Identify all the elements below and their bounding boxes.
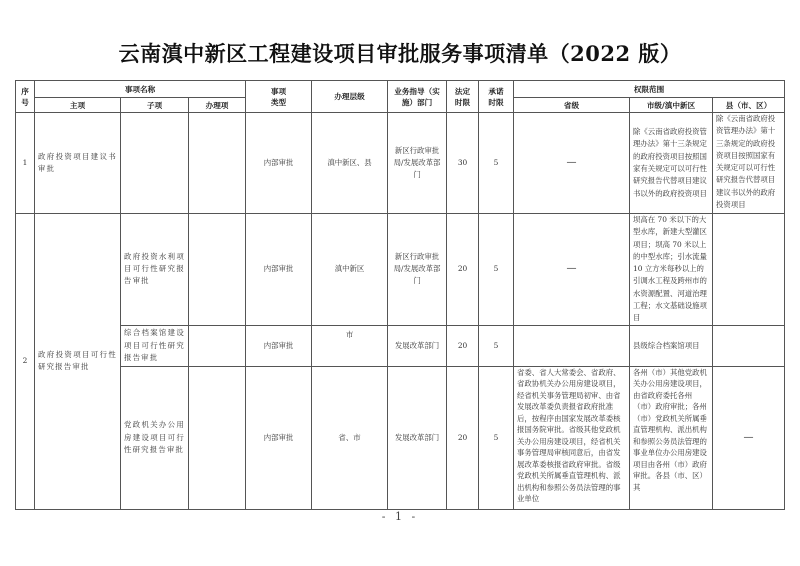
cell-main: 政府投资项目可行性研究报告审批 <box>35 214 121 510</box>
cell-sub <box>121 113 189 214</box>
header-level: 办理层级 <box>312 81 388 113</box>
cell-dept: 发展改革部门 <box>388 366 447 509</box>
cell-type: 内部审批 <box>246 325 312 366</box>
header-province: 省级 <box>514 98 630 113</box>
cell-handle <box>189 325 246 366</box>
cell-city: 坝高在 70 米以下的大型水库，新建大型灌区项目；坝高 70 米以上的中型水库；引水流量 10 立方米每秒以上的引调水工程及跨州市的水资源配置、河道治理工程；水文基础设施项目 <box>630 214 713 326</box>
cell-handle <box>189 214 246 326</box>
cell-county: — <box>713 366 785 509</box>
cell-promise: 5 <box>479 366 514 509</box>
cell-level: 市 <box>312 325 388 366</box>
table-row <box>16 325 785 366</box>
header-scope: 权限范围 <box>514 81 785 98</box>
cell-promise: 5 <box>479 325 514 366</box>
header-item-name: 事项名称 <box>35 81 246 98</box>
cell-county: 除《云南省政府投资管理办法》第十三条规定的政府投资项目按照国家有关规定可以可行性研究报告代替项目建议书以外的政府投资项目 <box>713 113 785 214</box>
table-row <box>16 214 785 326</box>
cell-county <box>713 325 785 366</box>
cell-promise: 5 <box>479 113 514 214</box>
cell-sub: 党政机关办公用房建设项目可行性研究报告审批 <box>121 366 189 509</box>
cell-province: — <box>514 214 630 326</box>
cell-handle <box>189 113 246 214</box>
cell-legal: 30 <box>447 113 479 214</box>
header-sub-item: 子项 <box>121 98 189 113</box>
cell-dept: 新区行政审批局/发展改革部门 <box>388 214 447 326</box>
cell-dept: 发展改革部门 <box>388 325 447 366</box>
document-title: 云南滇中新区工程建设项目审批服务事项清单（2022 版） <box>118 41 682 66</box>
header-county: 县（市、区） <box>713 98 785 113</box>
cell-type: 内部审批 <box>246 214 312 326</box>
header-seq: 序 号 <box>16 81 35 113</box>
header-dept: 业务指导（实 施）部门 <box>388 81 447 113</box>
cell-city: 除《云南省政府投资管理办法》第十三条规定的政府投资项目按照国家有关规定可以可行性研究报告代替项目建议书以外的政府投资项目 <box>630 113 713 214</box>
cell-level: 省、市 <box>312 366 388 509</box>
cell-county <box>713 214 785 326</box>
cell-sub: 政府投资水利项目可行性研究报告审批 <box>121 214 189 326</box>
cell-level: 滇中新区、县 <box>312 113 388 214</box>
cell-city: 各州（市）其他党政机关办公用房建设项目，由省政府委托各州（市）政府审批；各州（市）党政机关所属垂直管理机构、派出机构和参照公务员法管理的事业单位办公用房建设项目由各州（市）政府审批。各县（市、区）其 <box>630 366 713 509</box>
cell-type: 内部审批 <box>246 113 312 214</box>
cell-promise: 5 <box>479 214 514 326</box>
header-city: 市级/滇中新区 <box>630 98 713 113</box>
cell-legal: 20 <box>447 325 479 366</box>
cell-sub: 综合档案馆建设项目可行性研究报告审批 <box>121 325 189 366</box>
page-number: - 1 - <box>381 510 419 523</box>
cell-province <box>514 325 630 366</box>
cell-dept: 新区行政审批局/发展改革部门 <box>388 113 447 214</box>
cell-city: 县级综合档案馆项目 <box>630 325 713 366</box>
header-item-type: 事项 类型 <box>246 81 312 113</box>
table-row <box>16 366 785 509</box>
header-promise-limit: 承诺 时限 <box>479 81 514 113</box>
cell-province: — <box>514 113 630 214</box>
header-main-item: 主项 <box>35 98 121 113</box>
cell-province: 省委、省人大常委会、省政府、省政协机关办公用房建设项目，经省机关事务管理局初审、由省发展改革委负责报省政府批准后，按程序由国家发展改革委核报国务院审批。省级其他党政机关办公用房建设项目，经省机关事务管理局审核同意后，由省发展改革委核报省政府审批。省级党政机关所属垂直管理机构、派出机构和参照公务员法管理的事业单位 <box>514 366 630 509</box>
cell-legal: 20 <box>447 214 479 326</box>
cell-type: 内部审批 <box>246 366 312 509</box>
cell-handle <box>189 366 246 509</box>
header-handle-item: 办理项 <box>189 98 246 113</box>
header-legal-limit: 法定 时限 <box>447 81 479 113</box>
table-row <box>16 113 785 214</box>
cell-main: 政府投资项目建议书审批 <box>35 113 121 214</box>
cell-legal: 20 <box>447 366 479 509</box>
cell-level: 滇中新区 <box>312 214 388 326</box>
cell-seq: 2 <box>16 214 35 510</box>
approval-items-table <box>15 80 785 510</box>
cell-seq: 1 <box>16 113 35 214</box>
